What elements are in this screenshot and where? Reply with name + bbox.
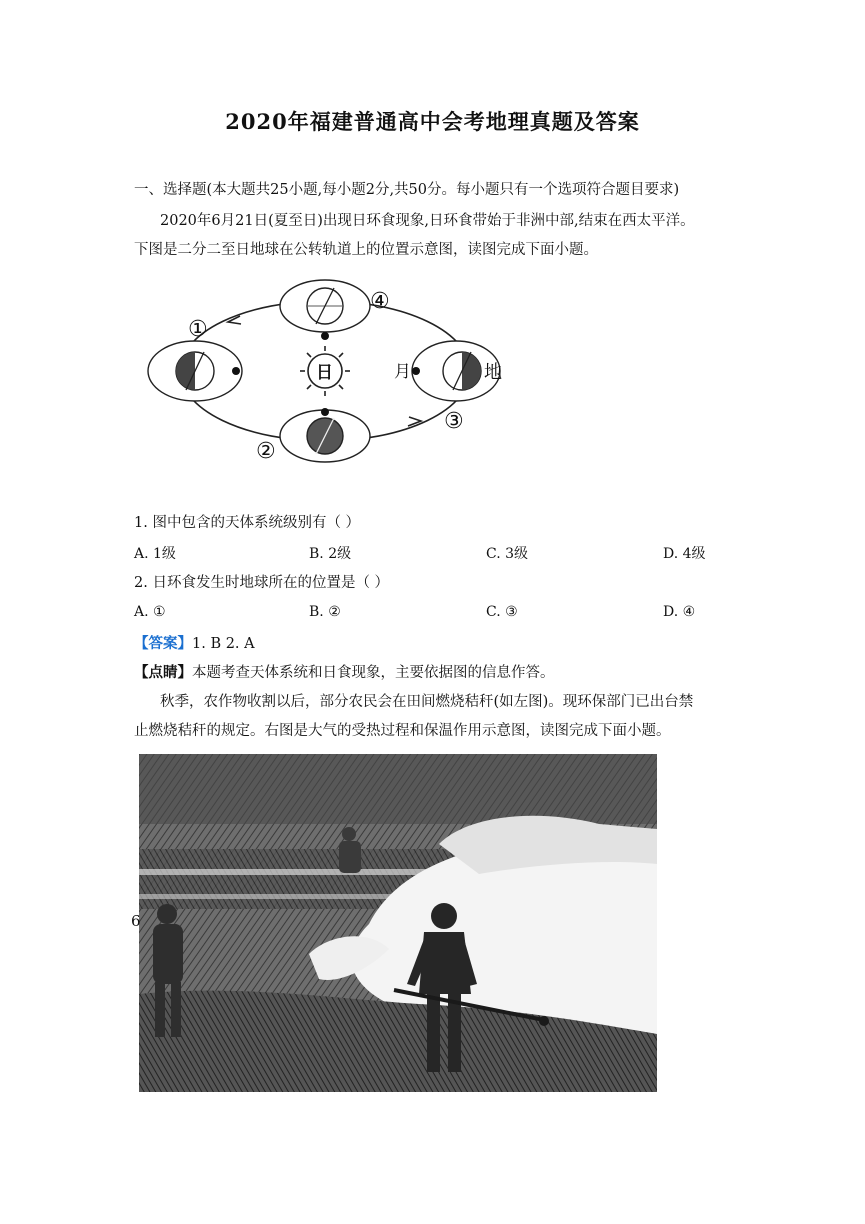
straw-burning-photo <box>131 754 657 1092</box>
sun-label: 日 <box>316 363 333 383</box>
answer-content: 1. B 2. A <box>192 636 255 652</box>
question-2-text: 2. 日环食发生时地球所在的位置是（ ） <box>134 575 390 591</box>
moon-bottom <box>321 408 329 416</box>
answer-line <box>134 634 255 654</box>
question-2-option-d: D. ④ <box>663 604 696 620</box>
position-3-label: ③ <box>444 409 464 434</box>
earth-label: 地 <box>484 362 502 383</box>
comment-label: 【点睛】 <box>134 664 192 681</box>
comment-line <box>134 663 555 683</box>
orbit-arrow-top <box>228 316 241 324</box>
section-heading: 一、选择题(本大题共25小题,每小题2分,共50分。每小题只有一个选项符合题目要求) <box>134 182 680 198</box>
answer-label: 【答案】 <box>134 635 192 652</box>
intro-paragraph-1-line-2: 下图是二分二至日地球在公转轨道上的位置示意图，读图完成下面小题。 <box>134 242 598 258</box>
photo-stray-label: 6 <box>131 912 141 930</box>
position-4-label: ④ <box>370 289 390 314</box>
position-1-label: ① <box>188 317 208 342</box>
intro-paragraph-2-line-1: 秋季，农作物收割以后，部分农民会在田间燃烧秸秆(如左图)。现环保部门已出台禁 <box>160 694 694 710</box>
question-2-option-c: C. ③ <box>486 604 518 620</box>
question-2-option-b: B. ② <box>309 604 341 620</box>
moon-right <box>412 367 420 375</box>
question-2-option-a: A. ① <box>134 604 166 620</box>
page-title: 2020年福建普通高中会考地理真题及答案 <box>225 109 640 134</box>
orbit-diagram <box>140 276 520 466</box>
question-1-option-c: C. 3级 <box>486 546 529 562</box>
position-2-label: ② <box>256 439 276 464</box>
moon-top <box>321 332 329 340</box>
question-1-text: 1. 图中包含的天体系统级别有（ ） <box>134 515 361 531</box>
moon-label: 月 <box>394 362 411 382</box>
question-1-option-a: A. 1级 <box>134 546 176 562</box>
question-1-option-d: D. 4级 <box>663 546 706 562</box>
comment-content: 本题考查天体系统和日食现象，主要依据图的信息作答。 <box>192 665 555 681</box>
intro-paragraph-2-line-2: 止燃烧秸秆的规定。右图是大气的受热过程和保温作用示意图，读图完成下面小题。 <box>134 723 671 739</box>
intro-paragraph-1-line-1: 2020年6月21日(夏至日)出现日环食现象,日环食带始于非洲中部,结束在西太平洋。 <box>160 213 695 229</box>
moon-left <box>232 367 240 375</box>
question-1-option-b: B. 2级 <box>309 546 352 562</box>
